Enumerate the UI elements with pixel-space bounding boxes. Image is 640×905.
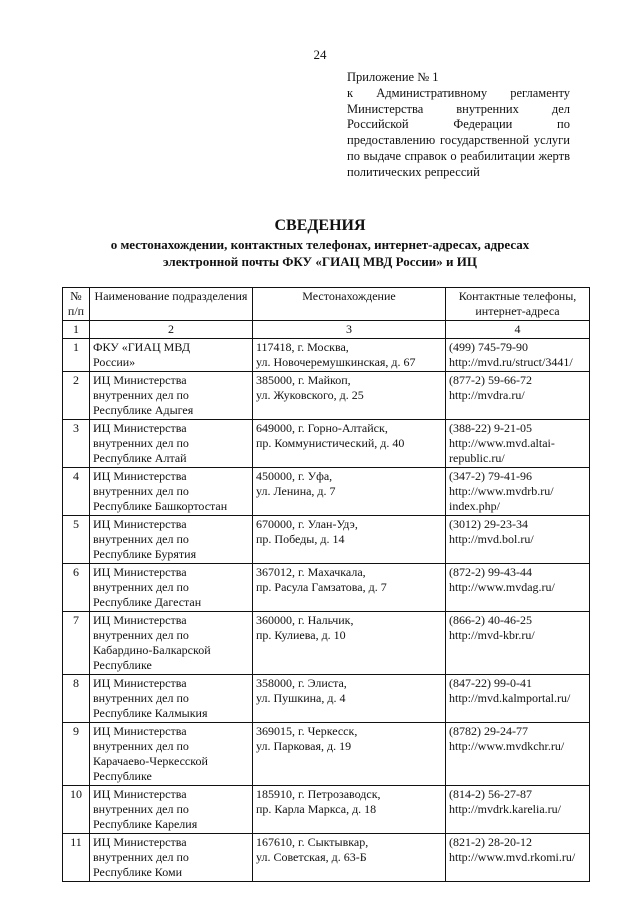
row-contacts [446,723,590,786]
table-header-row [63,288,590,321]
row-contacts [446,339,590,372]
name-line: внутренних дел по [93,388,189,402]
name-line: внутренних дел по [93,850,189,864]
registry-table [62,287,590,882]
row-location [253,675,446,723]
location-line: 450000, г. Уфа, [256,469,333,483]
row-name [90,564,253,612]
index-cell: 3 [253,321,446,339]
row-location [253,516,446,564]
contacts-line: (814-2) 56-27-87 [449,787,532,801]
table-row [63,834,590,882]
document-subheading: о местонахождении, контактных телефонах, интернет-адресах, адресах электронной почты ФКУ «ГИАЦ МВД России» и ИЦ [110,237,530,269]
name-line: России» [93,355,136,369]
contacts-line: http://www.mvdkchr.ru/ [449,739,565,753]
row-name [90,675,253,723]
header-name: Наименование подразделения [90,288,253,321]
location-line: 167610, г. Сыктывкар, [256,835,369,849]
header-location: Местонахождение [253,288,446,321]
header-contacts: Контактные телефоны, интернет-адреса [446,288,590,321]
header-number: № п/п [63,288,90,321]
row-number: 2 [63,372,90,420]
name-line: ИЦ Министерства [93,565,187,579]
appendix-note [347,70,570,181]
table-row [63,564,590,612]
name-line: внутренних дел по [93,580,189,594]
index-cell: 1 [63,321,90,339]
name-line: ФКУ «ГИАЦ МВД [93,340,191,354]
table-row [63,339,590,372]
name-line: ИЦ Министерства [93,517,187,531]
row-contacts [446,786,590,834]
contacts-line: http://mvd-kbr.ru/ [449,628,535,642]
name-line: Республике Калмыкия [93,706,208,720]
row-name [90,516,253,564]
name-line: Республике Адыгея [93,403,194,417]
location-line: пр. Победы, д. 14 [256,532,345,546]
name-line: ИЦ Министерства [93,421,187,435]
page-number: 24 [313,47,327,62]
row-number: 10 [63,786,90,834]
location-line: 185910, г. Петрозаводск, [256,787,381,801]
appendix-body: к Административному регламенту Министерства внутренних дел Российской Федерации по предоставлению государственной услуги по выдаче справок о реабилитации жертв политических репрессий [347,85,570,179]
name-line: ИЦ Министерства [93,835,187,849]
index-cell: 2 [90,321,253,339]
contacts-line: (847-22) 99-0-41 [449,676,532,690]
name-line: внутренних дел по [93,802,189,816]
location-line: 670000, г. Улан-Удэ, [256,517,358,531]
row-location [253,723,446,786]
registry-table-body [63,288,590,882]
table-index-row [63,321,590,339]
row-location [253,834,446,882]
name-line: внутренних дел по [93,532,189,546]
row-contacts [446,372,590,420]
contacts-line: http://www.mvd.altai- [449,436,555,450]
row-number: 1 [63,339,90,372]
row-contacts [446,564,590,612]
contacts-line: http://mvd.bol.ru/ [449,532,534,546]
index-cell: 4 [446,321,590,339]
row-name [90,786,253,834]
row-number: 3 [63,420,90,468]
table-row [63,723,590,786]
name-line: ИЦ Министерства [93,676,187,690]
name-line: ИЦ Министерства [93,724,187,738]
name-line: Республике Бурятия [93,547,197,561]
name-line: Кабардино-Балкарской [93,643,211,657]
name-line: Республике Алтай [93,451,187,465]
name-line: Республике [93,769,152,783]
location-line: ул. Жуковского, д. 25 [256,388,364,402]
row-contacts [446,516,590,564]
row-contacts [446,612,590,675]
row-number: 5 [63,516,90,564]
location-line: пр. Карла Маркса, д. 18 [256,802,377,816]
contacts-line: http://www.mvdag.ru/ [449,580,555,594]
row-name [90,420,253,468]
table-row [63,468,590,516]
row-location [253,564,446,612]
table-row [63,786,590,834]
contacts-line: (866-2) 40-46-25 [449,613,532,627]
name-line: Республике Башкортостан [93,499,228,513]
row-contacts [446,420,590,468]
table-row [63,420,590,468]
row-location [253,468,446,516]
name-line: внутренних дел по [93,628,189,642]
contacts-line: (499) 745-79-90 [449,340,528,354]
table-row [63,372,590,420]
row-name [90,372,253,420]
row-contacts [446,675,590,723]
row-name [90,612,253,675]
contacts-line: (877-2) 59-66-72 [449,373,532,387]
row-number: 6 [63,564,90,612]
location-line: 117418, г. Москва, [256,340,349,354]
row-location [253,786,446,834]
location-line: пр. Расула Гамзатова, д. 7 [256,580,387,594]
row-contacts [446,834,590,882]
row-location [253,339,446,372]
location-line: ул. Парковая, д. 19 [256,739,352,753]
name-line: внутренних дел по [93,436,189,450]
table-row [63,516,590,564]
location-line: ул. Пушкина, д. 4 [256,691,346,705]
row-location [253,612,446,675]
document-heading: СВЕДЕНИЯ [274,217,366,234]
name-line: внутренних дел по [93,484,189,498]
row-number: 9 [63,723,90,786]
contacts-line: http://mvdra.ru/ [449,388,525,402]
location-line: пр. Кулиева, д. 10 [256,628,346,642]
contacts-line: (8782) 29-24-77 [449,724,528,738]
name-line: Карачаево-Черкесской [93,754,208,768]
location-line: 367012, г. Махачкала, [256,565,366,579]
table-row [63,675,590,723]
contacts-line: http://mvd.ru/struct/3441/ [449,355,573,369]
contacts-line: (821-2) 28-20-12 [449,835,532,849]
contacts-line: (388-22) 9-21-05 [449,421,532,435]
name-line: внутренних дел по [93,691,189,705]
name-line: ИЦ Министерства [93,469,187,483]
row-number: 8 [63,675,90,723]
contacts-line: http://mvd.kalmportal.ru/ [449,691,571,705]
location-line: 385000, г. Майкоп, [256,373,351,387]
location-line: 360000, г. Нальчик, [256,613,354,627]
row-name [90,339,253,372]
table-row [63,612,590,675]
location-line: 649000, г. Горно-Алтайск, [256,421,388,435]
appendix-title: Приложение № 1 [347,70,439,84]
contacts-line: (3012) 29-23-34 [449,517,528,531]
contacts-line: http://www.mvd.rkomi.ru/ [449,850,576,864]
location-line: ул. Советская, д. 63-Б [256,850,367,864]
name-line: внутренних дел по [93,739,189,753]
contacts-line: (872-2) 99-43-44 [449,565,532,579]
name-line: ИЦ Министерства [93,613,187,627]
name-line: Республике Дагестан [93,595,202,609]
contacts-line: index.php/ [449,499,500,513]
name-line: Республике [93,658,152,672]
row-name [90,723,253,786]
row-number: 4 [63,468,90,516]
location-line: ул. Новочеремушкинская, д. 67 [256,355,416,369]
contacts-line: http://www.mvdrb.ru/ [449,484,554,498]
location-line: 358000, г. Элиста, [256,676,347,690]
row-number: 7 [63,612,90,675]
row-location [253,420,446,468]
location-line: ул. Ленина, д. 7 [256,484,336,498]
contacts-line: http://mvdrk.karelia.ru/ [449,802,561,816]
contacts-line: (347-2) 79-41-96 [449,469,532,483]
name-line: ИЦ Министерства [93,373,187,387]
row-name [90,834,253,882]
location-line: 369015, г. Черкесск, [256,724,358,738]
contacts-line: republic.ru/ [449,451,505,465]
name-line: Республике Карелия [93,817,198,831]
location-line: пр. Коммунистический, д. 40 [256,436,405,450]
row-name [90,468,253,516]
row-location [253,372,446,420]
name-line: Республике Коми [93,865,182,879]
name-line: ИЦ Министерства [93,787,187,801]
row-contacts [446,468,590,516]
row-number: 11 [63,834,90,882]
